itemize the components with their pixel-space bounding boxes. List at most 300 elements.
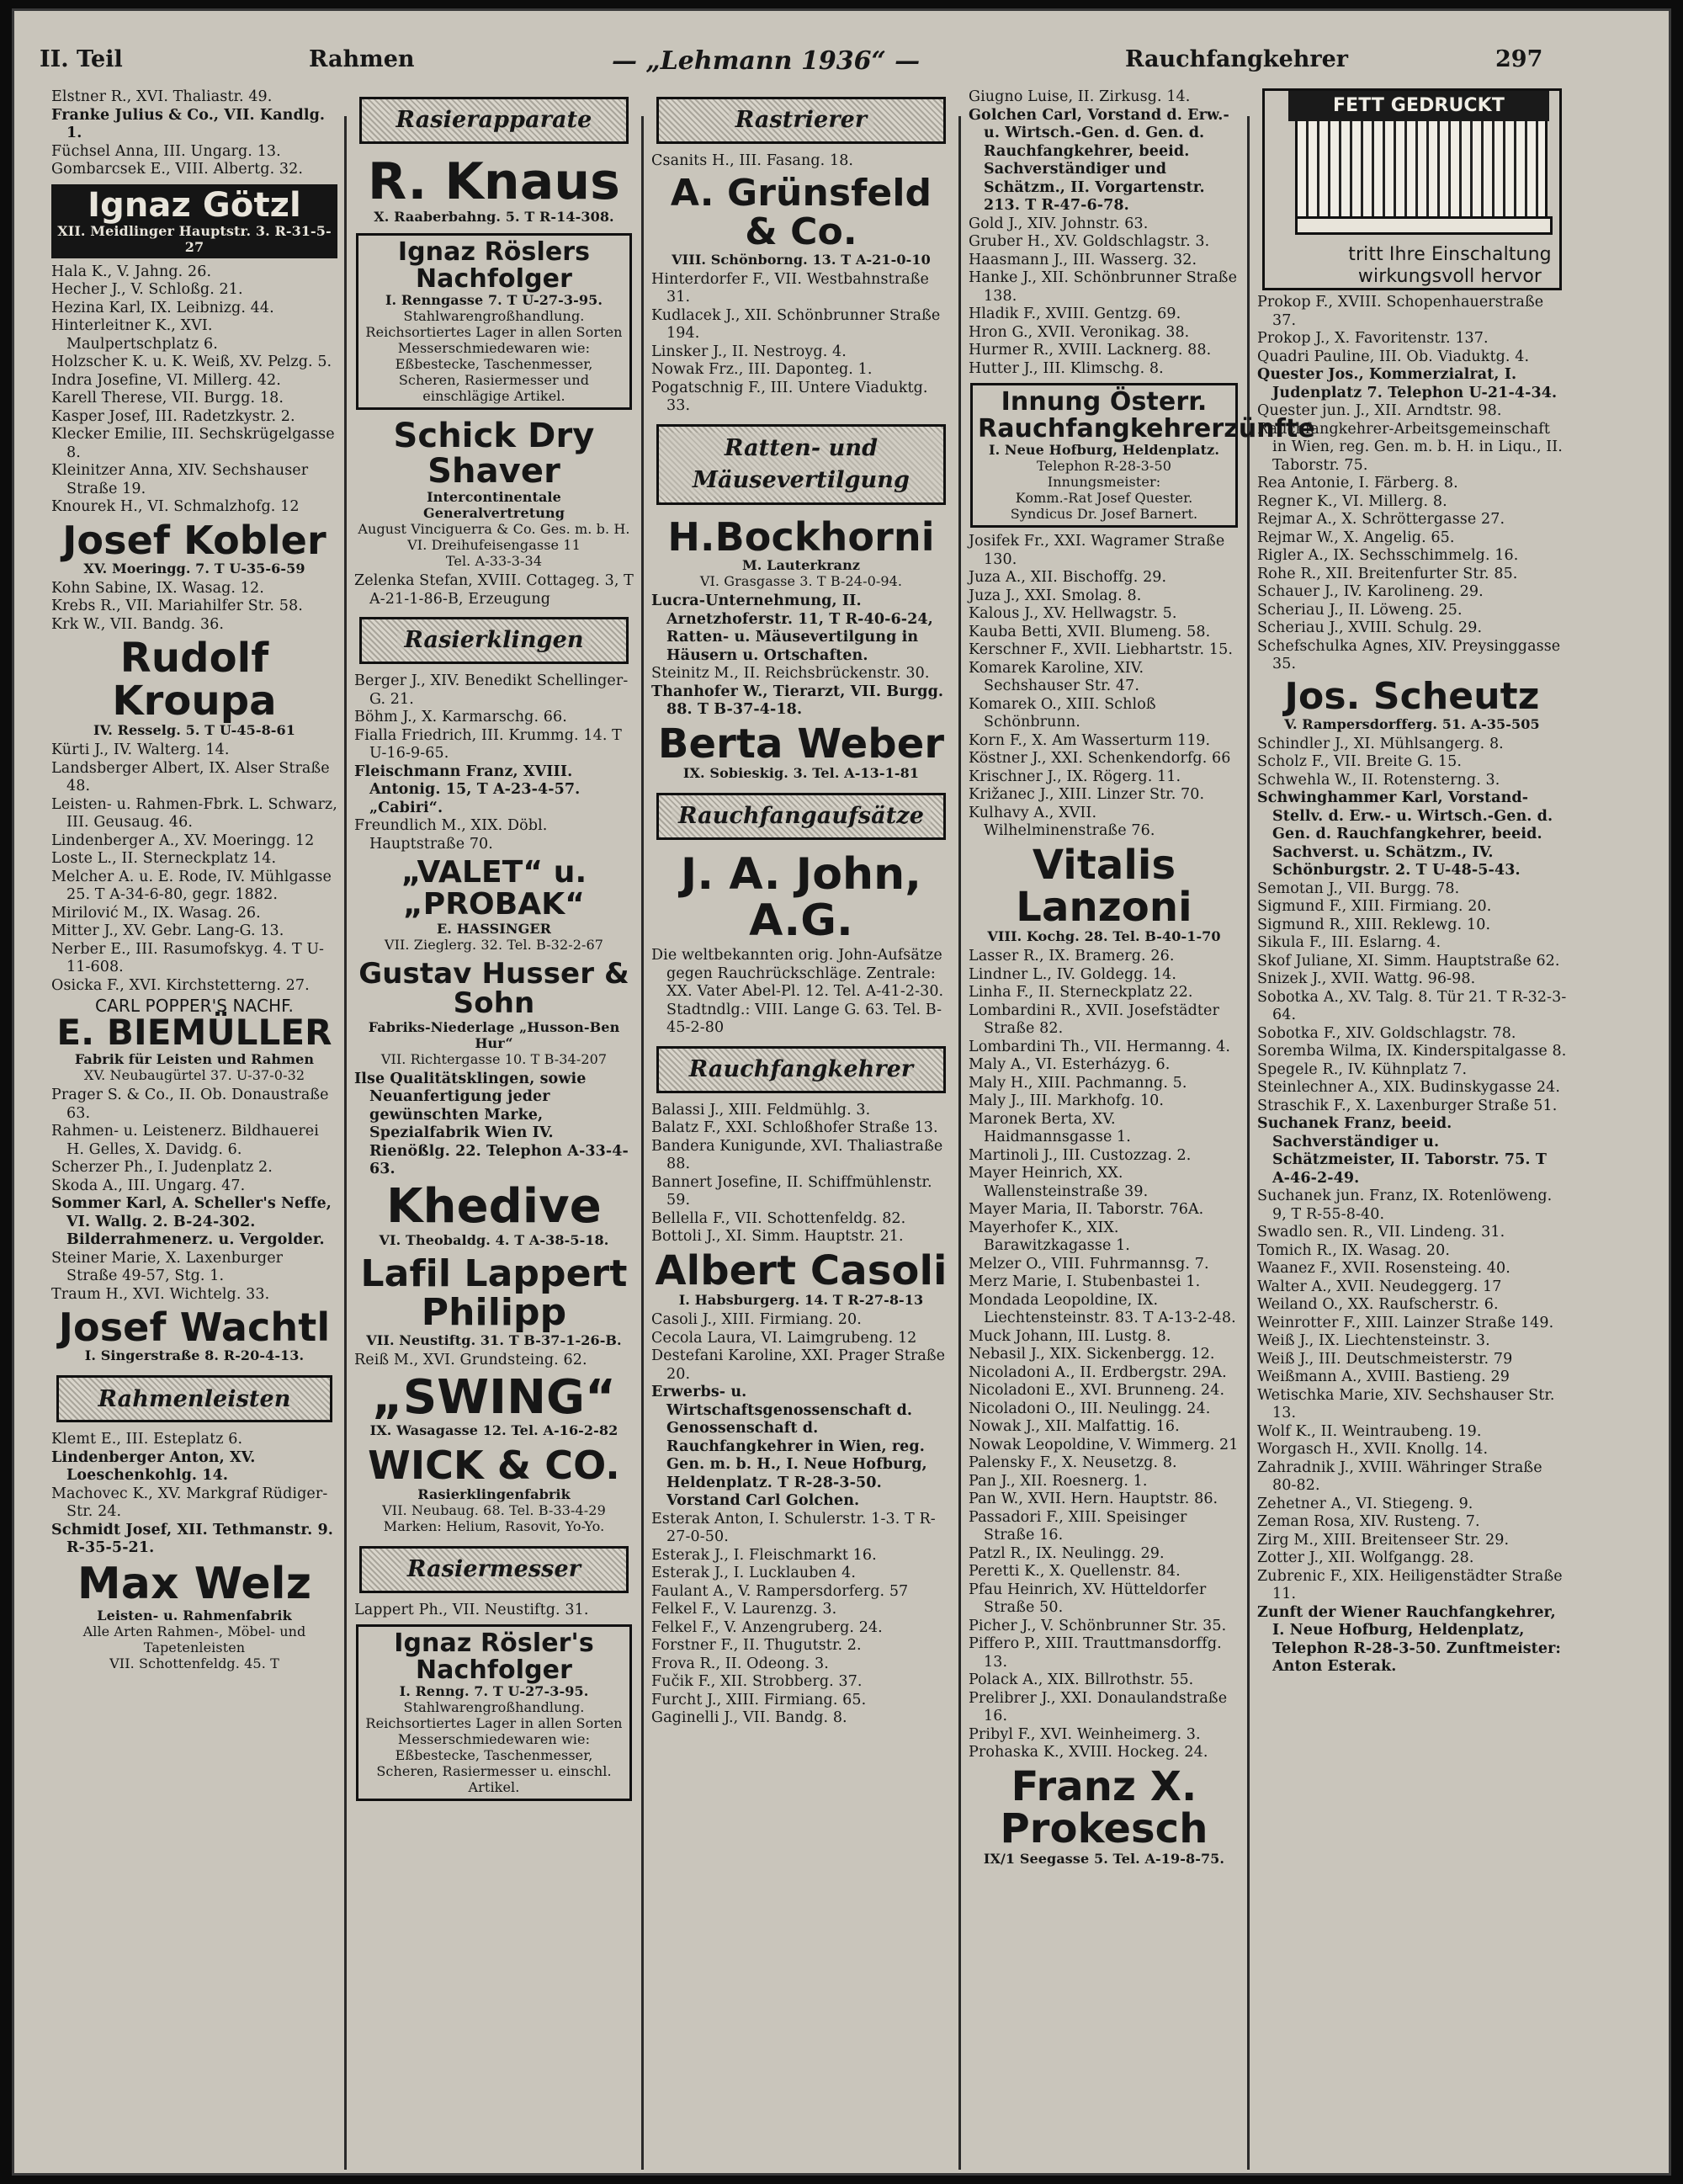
ad-detail-line: Intercontinentale Generalvertretung bbox=[423, 489, 565, 521]
ad-detail-line: I. Renng. 7. T U-27-3-95. bbox=[399, 1683, 589, 1700]
listing-entry: Freundlich M., XIX. Döbl. Hauptstraße 70. bbox=[354, 817, 548, 853]
listing-entry: Kleinitzer Anna, XIV. Sechshauser Straße 19. bbox=[51, 462, 309, 497]
listing-entry: Esterak Anton, I. Schulerstr. 1-3. T R-27-0-50. bbox=[651, 1510, 936, 1546]
ad-company-name: R. Knaus bbox=[368, 152, 620, 211]
listing-entry: Weiß J., IX. Liechtensteinstr. 3. bbox=[1257, 1332, 1490, 1350]
ad-detail-line: VII. Schottenfeldg. 45. T bbox=[109, 1655, 279, 1671]
listing-entry: Krk W., VII. Bandg. 36. bbox=[51, 615, 225, 633]
ad-detail-line: VI. Grasgasse 3. T B-24-0-94. bbox=[699, 573, 903, 590]
listing-entry: Klemt E., III. Esteplatz 6. bbox=[51, 1431, 243, 1448]
listing-entry: Lombardini R., XVII. Josefstädter Straße 82. bbox=[969, 1002, 1219, 1038]
ad-company-name: Gustav Husser & Sohn bbox=[358, 956, 629, 1021]
ad-company-name: A. Grünsfeld & Co. bbox=[670, 171, 932, 253]
listing-entry: Hron G., XVII. Veronikag. 38. bbox=[969, 323, 1190, 341]
column-rule bbox=[641, 116, 644, 2170]
listing-entry: Ilse Qualitätsklingen, sowie Neuanfertigung jeder gewünschten Marke, Spezialfabrik Wien IV. Rienößlg. 22. Telephon A-33-4-63. bbox=[354, 1070, 629, 1178]
listing-entry: Holzscher K. u. K. Weiß, XV. Pelzg. 5. bbox=[51, 353, 332, 370]
advertisement bbox=[51, 184, 337, 258]
listing-entry: Steiner Marie, X. Laxenburger Straße 49-57, Stg. 1. bbox=[51, 1249, 284, 1285]
ad-detail-line: I. Habsburgerg. 14. T R-27-8-13 bbox=[678, 1292, 924, 1309]
ad-company-name: J. A. John, A.G. bbox=[680, 849, 922, 946]
listing-entry: Straschik F., X. Laxenburger Straße 51. bbox=[1257, 1097, 1558, 1114]
listing-entry: Scholz F., VII. Breite G. 15. bbox=[1257, 753, 1463, 771]
listing-entry: Regner K., VI. Millerg. 8. bbox=[1257, 492, 1447, 510]
listing-entry: Pribyl F., XVI. Weinheimerg. 3. bbox=[969, 1725, 1201, 1743]
listing-entry: Prokop F., XVIII. Schopenhauerstraße 37. bbox=[1257, 294, 1544, 329]
listing-entry: Lindenberger A., XV. Moeringg. 12 bbox=[51, 832, 315, 849]
ad-company-name: Max Welz bbox=[77, 1558, 312, 1609]
listing-entry: Nowak Leopoldine, V. Wimmerg. 21 bbox=[969, 1436, 1239, 1453]
listing-entry: Quadri Pauline, III. Ob. Viaduktg. 4. bbox=[1257, 348, 1530, 365]
ad-company-name: Ignaz Götzl bbox=[88, 185, 301, 225]
listing-entry: Linha F., II. Sterneckplatz 22. bbox=[969, 984, 1193, 1002]
section-heading-banner bbox=[656, 97, 946, 144]
listing-entry: Worgasch H., XVII. Knollg. 14. bbox=[1257, 1441, 1489, 1459]
listing-entry: Palensky F., X. Neusetzg. 8. bbox=[969, 1454, 1177, 1472]
advertisement bbox=[651, 171, 951, 271]
listing-entry: Lucra-Unternehmung, II. Arnetzhoferstr. 11, T R-40-6-24, Ratten- u. Mäusevertilgung in Häusern u. Ortschaften. bbox=[651, 592, 933, 664]
listing-entry: Kasper Josef, III. Radetzkystr. 2. bbox=[51, 407, 295, 425]
listing-entry: Steinitz M., II. Reichsbrückenstr. 30. bbox=[651, 665, 930, 683]
listing-entry: Schindler J., XI. Mühlsangerg. 8. bbox=[1257, 735, 1504, 752]
listing-entry: Josifek Fr., XXI. Wagramer Straße 130. bbox=[969, 533, 1225, 568]
advertisement bbox=[51, 634, 337, 741]
listing-entry: Quester jun. J., XII. Arndtstr. 98. bbox=[1257, 402, 1502, 419]
listing-entry: Köstner J., XXI. Schenkendorfg. 66 bbox=[969, 750, 1231, 767]
listing-entry: Wolf K., II. Weintraubeng. 19. bbox=[1257, 1422, 1482, 1440]
ad-detail-line: M. Lauterkranz bbox=[741, 557, 861, 574]
listing-entry: Rohe R., XII. Breitenfurter Str. 85. bbox=[1257, 565, 1518, 582]
listing-entry: Prelibrer J., XXI. Donaulandstraße 16. bbox=[969, 1689, 1228, 1725]
advertisement bbox=[354, 1179, 634, 1251]
ad-detail-line: Syndicus Dr. Josef Barnert. bbox=[1010, 506, 1198, 522]
advertisement bbox=[651, 848, 951, 947]
ad-company-name: Ignaz Rösler's Nachfolger bbox=[394, 1629, 594, 1685]
listing-entry: Piffero P., XIII. Trauttmansdorffg. 13. bbox=[969, 1635, 1222, 1671]
listing-entry: Balassi J., XIII. Feldmühlg. 3. bbox=[651, 1101, 871, 1119]
column-1 bbox=[51, 88, 337, 2167]
ad-detail-line: Alle Arten Rahmen-, Möbel- und Tapetenleisten bbox=[82, 1623, 306, 1655]
listing-entry: Hinterdorfer F., VII. Westbahnstraße 31. bbox=[651, 270, 930, 306]
section-heading-banner bbox=[359, 97, 629, 144]
listing-entry: Merz Marie, I. Stubenbastei 1. bbox=[969, 1273, 1201, 1291]
listing-entry: Fučik F., XII. Strobberg. 37. bbox=[651, 1673, 863, 1691]
listing-entry: Hanke J., XII. Schönbrunner Straße 138. bbox=[969, 269, 1238, 305]
ad-detail-line: VII. Neubaug. 68. Tel. B-33-4-29 bbox=[382, 1501, 606, 1518]
ad-detail-line: Innungsmeister: bbox=[1047, 474, 1161, 490]
listing-entry: Golchen Carl, Vorstand d. Erw.- u. Wirtsch.-Gen. d. Gen. d. Rauchfangkehrer, beeid. Sachverständiger und Schätzm., II. Vorgartenstr. 213. T R-47-6-78. bbox=[969, 106, 1229, 214]
listing-entry: Erwerbs- u. Wirtschaftsgenossenschaft d. Genossenschaft d. Rauchfangkehrer in Wien, reg. Gen. m. b. H., I. Neue Hofburg, Heldenplatz. T R-28-3-50. Vorstand Carl Golchen. bbox=[651, 1384, 927, 1510]
ad-company-name: „SWING“ bbox=[371, 1369, 617, 1425]
section-heading-banner bbox=[359, 1546, 629, 1593]
ad-detail-line: VII. Neustiftg. 31. T B-37-1-26-B. bbox=[366, 1332, 622, 1349]
listing-entry: Steinlechner A., XIX. Budinskygasse 24. bbox=[1257, 1079, 1561, 1097]
listing-entry: Osicka F., XVI. Kirchstetterng. 27. bbox=[51, 976, 310, 994]
advertisement bbox=[970, 383, 1315, 528]
listing-entry: Zunft der Wiener Rauchfangkehrer, I. Neue Hofburg, Heldenplatz, Telephon R-28-3-50. Zunftmeister: Anton Esterak. bbox=[1257, 1603, 1561, 1676]
ad-detail-line: VI. Theobaldg. 4. T A-38-5-18. bbox=[379, 1231, 609, 1248]
section-heading-text: Rasierapparate bbox=[390, 111, 599, 130]
listing-entry: Scheriau J., II. Löweng. 25. bbox=[1257, 601, 1463, 619]
listing-entry: Maronek Berta, XV. Haidmannsgasse 1. bbox=[969, 1110, 1131, 1146]
listing-entry: Waanez F., XVII. Rosensteing. 40. bbox=[1257, 1260, 1510, 1278]
listing-entry: Hezina Karl, IX. Leibnizg. 44. bbox=[51, 299, 274, 316]
ad-detail-line: XV. Moeringg. 7. T U-35-6-59 bbox=[83, 560, 305, 577]
listing-entry: Leisten- u. Rahmen-Fbrk. L. Schwarz, III. Geusaug. 46. bbox=[51, 795, 337, 832]
listing-entry: Fleischmann Franz, XVIII. Antonig. 15, T A-23-4-57. „Cabiri“. bbox=[354, 763, 581, 816]
listing-entry: Sommer Karl, A. Scheller's Neffe, VI. Wallg. 2. B-24-302. Bilderrahmenerz. u. Vergolder. bbox=[51, 1195, 332, 1249]
listing-entry: Spegele R., IV. Kühnplatz 7. bbox=[1257, 1060, 1468, 1078]
listing-entry: Prohaska K., XVIII. Hockeg. 24. bbox=[969, 1744, 1208, 1762]
listing-entry: Haasmann J., III. Wasserg. 32. bbox=[969, 251, 1197, 268]
listing-entry: Scheriau J., XVIII. Schulg. 29. bbox=[1257, 619, 1483, 636]
section-heading-banner bbox=[656, 1046, 946, 1093]
listing-entry: Komarek O., XIII. Schloß Schönbrunn. bbox=[969, 695, 1156, 731]
listing-entry: Prokop J., X. Favoritenstr. 137. bbox=[1257, 330, 1489, 347]
listing-entry: Melcher A. u. E. Rode, IV. Mühlgasse 25. T A-34-6-80, gegr. 1882. bbox=[51, 868, 332, 904]
listing-entry: Kürti J., IV. Walterg. 14. bbox=[51, 741, 230, 759]
page-number: 297 bbox=[1495, 46, 1543, 72]
ad-company-name: H.Bockhorni bbox=[667, 513, 935, 560]
listing-entry: Faulant A., V. Rampersdorferg. 57 bbox=[651, 1582, 909, 1600]
ad-detail-line: VIII. Kochg. 28. Tel. B-40-1-70 bbox=[987, 928, 1221, 945]
bold-print-promo bbox=[1262, 88, 1562, 290]
listing-entry: Karell Therese, VII. Burgg. 18. bbox=[51, 390, 284, 407]
ad-detail-line: Komm.-Rat Josef Quester. bbox=[1015, 490, 1193, 506]
listing-entry: Schefschulka Agnes, XIV. Preysinggasse 35. bbox=[1257, 637, 1561, 672]
ad-company-name: Josef Kobler bbox=[62, 517, 327, 563]
ad-company-name: Berta Weber bbox=[657, 720, 945, 768]
listing-entry: Felkel F., V. Laurenzg. 3. bbox=[651, 1601, 837, 1618]
listing-entry: Kulhavy A., XVII. Wilhelminenstraße 76. bbox=[969, 804, 1155, 839]
listing-entry: Krebs R., VII. Mariahilfer Str. 58. bbox=[51, 598, 303, 615]
advertisement bbox=[356, 233, 632, 410]
ad-company-name: E. BIEMÜLLER bbox=[56, 1012, 332, 1054]
listing-entry: Kohn Sabine, IX. Wasag. 12. bbox=[51, 579, 264, 597]
advertisement bbox=[354, 956, 634, 1071]
listing-entry: Mayer Maria, II. Taborstr. 76A. bbox=[969, 1201, 1204, 1219]
ad-company-name: Jos. Scheutz bbox=[1284, 674, 1540, 718]
listing-entry: Sikula F., III. Eslarng. 4. bbox=[1257, 934, 1441, 952]
column-rule bbox=[958, 116, 961, 2170]
listing-entry: Bottoli J., XI. Simm. Hauptstr. 21. bbox=[651, 1228, 904, 1246]
listing-entry: Martinoli J., III. Custozzag. 2. bbox=[969, 1146, 1192, 1164]
listing-entry: Schwehla W., II. Rotensterng. 3. bbox=[1257, 771, 1500, 789]
listing-entry: Forstner F., II. Thugutstr. 2. bbox=[651, 1637, 862, 1655]
listing-entry: Weißmann A., XVIII. Bastieng. 29 bbox=[1257, 1368, 1510, 1386]
listing-entry: Nowak Frz., III. Daponteg. 1. bbox=[651, 361, 873, 379]
listing-entry: Pogatschnig F., III. Untere Viaduktg. 33. bbox=[651, 379, 928, 415]
listing-entry: Maly J., III. Markhofg. 10. bbox=[969, 1092, 1165, 1110]
ad-detail-line: Fabrik für Leisten und Rahmen bbox=[74, 1051, 315, 1068]
listing-entry: Berger J., XIV. Benedikt Schellinger-G. 21. bbox=[354, 672, 629, 708]
listing-entry: Zeman Rosa, XIV. Rusteng. 7. bbox=[1257, 1513, 1480, 1531]
listing-entry: Linsker J., II. Nestroyg. 4. bbox=[651, 343, 847, 360]
listing-entry: Zirg M., XIII. Breitenseer Str. 29. bbox=[1257, 1531, 1510, 1549]
ad-detail-line: E. HASSINGER bbox=[436, 920, 552, 937]
ad-detail-line: Tel. A-33-3-34 bbox=[445, 553, 543, 569]
listing-entry: Gombarcsek E., VIII. Albertg. 32. bbox=[51, 161, 304, 178]
listing-entry: Esterak J., I. Fleischmarkt 16. bbox=[651, 1546, 877, 1564]
listing-entry: Kauba Betti, XVII. Blumeng. 58. bbox=[969, 623, 1211, 640]
ad-detail-line: Telephon R-28-3-50 bbox=[1036, 458, 1172, 474]
listing-entry: Hurmer R., XVIII. Lacknerg. 88. bbox=[969, 342, 1212, 359]
ad-detail-line: I. Renngasse 7. T U-27-3-95. bbox=[385, 292, 603, 308]
listing-entry: Zelenka Stefan, XVIII. Cottageg. 3, T A-21-1-86-B, Erzeugung bbox=[354, 572, 634, 608]
ad-detail-line: X. Raaberbahng. 5. T R-14-308. bbox=[374, 209, 614, 225]
ad-detail-line: XV. Neubaugürtel 37. U-37-0-32 bbox=[83, 1067, 305, 1084]
listing-entry: Krischner J., IX. Rögerg. 11. bbox=[969, 768, 1181, 785]
promo-label: FETT GEDRUCKT bbox=[1288, 91, 1549, 121]
listing-entry: Tomich R., IX. Wasag. 20. bbox=[1257, 1241, 1451, 1259]
listing-entry: Knourek H., VI. Schmalzhofg. 12 bbox=[51, 498, 300, 515]
listing-entry: Schmidt Josef, XII. Tethmanstr. 9. R-35-5-21. bbox=[51, 1521, 333, 1557]
ad-tagline: CARL POPPER'S NACHF. bbox=[95, 996, 294, 1017]
listing-entry: Rejmar A., X. Schröttergasse 27. bbox=[1257, 511, 1505, 528]
ad-detail-line: Rasierklingenfabrik bbox=[417, 1485, 571, 1502]
advertisement bbox=[651, 720, 951, 784]
section-heading-text: Ratten- und Mäusevertilgung bbox=[659, 433, 943, 497]
ad-company-name: Josef Wachtl bbox=[58, 1305, 331, 1351]
listing-entry: Kalous J., XV. Hellwagstr. 5. bbox=[969, 605, 1177, 622]
listing-entry: Juza A., XII. Bischoffg. 29. bbox=[969, 569, 1167, 586]
listing-entry: Zahradnik J., XVIII. Währinger Straße 80-82. bbox=[1257, 1459, 1542, 1495]
listing-entry: Casoli J., XIII. Firmiang. 20. bbox=[651, 1311, 862, 1329]
listing-entry: Soremba Wilma, IX. Kinderspitalgasse 8. bbox=[1257, 1043, 1567, 1060]
ad-detail-line: V. Rampersdorfferg. 51. A-35-505 bbox=[1284, 715, 1540, 732]
listing-entry: Gaginelli J., VII. Bandg. 8. bbox=[651, 1709, 847, 1727]
ad-company-name: Rudolf Kroupa bbox=[112, 635, 277, 725]
ad-company-name: „VALET“ u. „PROBAK“ bbox=[401, 855, 587, 922]
listing-entry: Zehetner A., VI. Stiegeng. 9. bbox=[1257, 1495, 1473, 1512]
section-heading-text: Rauchfangaufsätze bbox=[672, 807, 931, 826]
listing-entry: Schwinghammer Karl, Vorstand-Stellv. d. Erw.- u. Wirtsch.-Gen. d. Gen. d. Rauchfangkehrer, beeid. Sachverst. u. Schätzm., IV. Schönburgstr. 2. T U-48-5-43. bbox=[1257, 789, 1553, 879]
ad-detail-line: I. Neue Hofburg, Heldenplatz. bbox=[988, 442, 1220, 458]
column-3 bbox=[651, 88, 951, 2167]
listing-entry: Komarek Karoline, XIV. Sechshauser Str. 47. bbox=[969, 659, 1144, 694]
listing-entry: Semotan J., VII. Burgg. 78. bbox=[1257, 879, 1460, 897]
listing-entry: Patzl R., IX. Neulingg. 29. bbox=[969, 1544, 1165, 1562]
listing-entry: Wetischka Marie, XIV. Sechshauser Str. 13. bbox=[1257, 1386, 1555, 1422]
ad-detail-line: VIII. Schönborng. 13. T A-21-0-10 bbox=[672, 251, 931, 268]
listing-entry: Felkel F., V. Anzengruberg. 24. bbox=[651, 1618, 883, 1636]
listing-entry: Hladik F., XVIII. Gentzg. 69. bbox=[969, 306, 1181, 322]
listing-entry: Rejmar W., X. Angelig. 65. bbox=[1257, 529, 1455, 546]
advertisement bbox=[354, 415, 634, 572]
column-4 bbox=[969, 88, 1315, 2167]
listing-entry: Gruber H., XV. Goldschlagstr. 3. bbox=[969, 233, 1210, 250]
listing-entry: Maly A., VI. Esterházyg. 6. bbox=[969, 1056, 1171, 1074]
ad-detail-line: Leisten- u. Rahmenfabrik bbox=[97, 1607, 292, 1623]
listing-entry: Destefani Karoline, XXI. Prager Straße 20. bbox=[651, 1347, 946, 1383]
header-title: — „Lehmann 1936“ — bbox=[612, 46, 921, 76]
promo-text: tritt Ihre Einschaltung wirkungsvoll hervor bbox=[1348, 244, 1552, 287]
listing-entry: Die weltbekannten orig. John-Aufsätze gegen Rauchrückschläge. Zentrale: XX. Vater Abel-Pl. 12. Tel. A-41-2-30. Stadtndlg.: VIII. Lange G. 63. Tel. B-45-2-80 bbox=[651, 947, 944, 1037]
listing-entry: Lombardini Th., VII. Hermanng. 4. bbox=[969, 1038, 1231, 1055]
header-right-keyword: Rauchfangkehrer bbox=[1125, 46, 1349, 72]
listing-entry: Gold J., XIV. Johnstr. 63. bbox=[969, 215, 1149, 232]
advertisement bbox=[51, 995, 337, 1087]
ad-detail-line: Reichsortiertes Lager in allen Sorten Messerschmiedewaren wie: Eßbestecke, Taschenmesser, Scheren, Rasiermesser und einschlägige Artikel. bbox=[365, 324, 623, 404]
ad-detail-line: Reichsortiertes Lager in allen Sorten Messerschmiedewaren wie: Eßbestecke, Taschenmesser, Scheren, Rasiermesser u. einschl. Artikel. bbox=[365, 1715, 623, 1796]
listing-entry: Csanits H., III. Fasang. 18. bbox=[651, 152, 854, 169]
listing-entry: Mondada Leopoldine, IX. Liechtensteinstr. 83. T A-13-2-48. bbox=[969, 1291, 1236, 1327]
listing-entry: Maly H., XIII. Pachmanng. 5. bbox=[969, 1074, 1187, 1092]
ad-detail-line: IX. Wasagasse 12. Tel. A-16-2-82 bbox=[369, 1422, 619, 1439]
listing-entry: Hinterleitner K., XVI. Maulpertschplatz 6. bbox=[51, 317, 218, 353]
listing-entry: Juza J., XXI. Smolag. 8. bbox=[969, 587, 1142, 604]
advertisement bbox=[354, 152, 634, 228]
listing-entry: Muck Johann, III. Lustg. 8. bbox=[969, 1327, 1171, 1345]
section-heading-text: Rauchfangkehrer bbox=[682, 1060, 921, 1079]
listing-entry: Picher J., V. Schönbrunner Str. 35. bbox=[969, 1617, 1227, 1634]
ad-company-name: Ignaz Röslers Nachfolger bbox=[397, 237, 591, 294]
ad-detail-line: VII. Richtergasse 10. T B-34-207 bbox=[380, 1050, 608, 1067]
listing-entry: Franke Julius & Co., VII. Kandlg. 1. bbox=[51, 106, 326, 141]
column-2 bbox=[354, 88, 634, 2167]
listing-entry: Pfau Heinrich, XV. Hütteldorfer Straße 50. bbox=[969, 1581, 1207, 1617]
listing-entry: Križanec J., XIII. Linzer Str. 70. bbox=[969, 786, 1205, 803]
directory-page bbox=[12, 8, 1671, 2176]
listing-entry: Lappert Ph., VII. Neustiftg. 31. bbox=[354, 1601, 589, 1618]
listing-entry: Zubrenic F., XIX. Heiligenstädter Straße 11. bbox=[1257, 1567, 1563, 1603]
listing-entry: Traum H., XVI. Wichtelg. 33. bbox=[51, 1285, 270, 1303]
listing-entry: Sigmund R., XIII. Reklewg. 10. bbox=[1257, 916, 1491, 933]
listing-entry: Quester Jos., Kommerzialrat, I. Judenplatz 7. Telephon U-21-4-34. bbox=[1257, 366, 1558, 401]
advertisement bbox=[651, 1246, 951, 1311]
ad-company-name: Albert Casoli bbox=[655, 1246, 948, 1294]
ad-company-name: Franz X. Prokesch bbox=[1000, 1762, 1208, 1853]
listing-entry: Hutter J., III. Klimschg. 8. bbox=[969, 359, 1164, 377]
listing-entry: Pan J., XII. Roesnerg. 1. bbox=[969, 1472, 1148, 1490]
section-heading-text: Rastrierer bbox=[729, 111, 874, 130]
ad-detail-line: VI. Dreihufeisengasse 11 bbox=[407, 537, 581, 553]
listing-entry: Nicoladoni A., II. Erdbergstr. 29A. bbox=[969, 1363, 1227, 1381]
listing-entry: Sigmund F., XIII. Firmiang. 20. bbox=[1257, 898, 1492, 916]
advertisement bbox=[969, 841, 1240, 949]
listing-entry: Fialla Friedrich, III. Krummg. 14. T U-16-9-65. bbox=[354, 726, 622, 762]
listing-entry: Mayerhofer K., XIX. Barawitzkagasse 1. bbox=[969, 1219, 1130, 1255]
listing-entry: Mayer Heinrich, XX. Wallensteinstraße 39. bbox=[969, 1165, 1149, 1200]
section-heading-text: Rasiermesser bbox=[401, 1560, 587, 1579]
ad-detail-line: IV. Resselg. 5. T U-45-8-61 bbox=[93, 722, 296, 739]
listing-entry: Schauer J., IV. Karolineng. 29. bbox=[1257, 583, 1484, 600]
section-heading-banner bbox=[656, 424, 946, 505]
listing-entry: Bandera Kunigunde, XVI. Thaliastraße 88. bbox=[651, 1137, 943, 1173]
advertisement bbox=[354, 1370, 634, 1443]
advertisement bbox=[354, 1251, 634, 1352]
listing-entry: Böhm J., X. Karmarschg. 66. bbox=[354, 709, 567, 725]
advertisement bbox=[354, 853, 634, 956]
listing-entry: Suchanek jun. Franz, IX. Rotenlöweng. 9, T R-55-8-40. bbox=[1257, 1188, 1553, 1223]
section-heading-banner bbox=[56, 1375, 332, 1422]
ad-detail-line: Stahlwarengroßhandlung. bbox=[403, 1699, 585, 1716]
listing-entry: Kerschner F., XVII. Liebhartstr. 15. bbox=[969, 641, 1233, 658]
listing-entry: Mirilović M., IX. Wasag. 26. bbox=[51, 904, 261, 922]
listing-entry: Korn F., X. Am Wasserturm 119. bbox=[969, 731, 1211, 749]
listing-entry: Klecker Emilie, III. Sechskrügelgasse 8. bbox=[51, 426, 335, 461]
advertisement bbox=[51, 1558, 337, 1675]
listing-entry: Skof Juliane, XI. Simm. Hauptstraße 62. bbox=[1257, 952, 1560, 970]
section-heading-banner bbox=[359, 617, 629, 664]
listing-entry: Weinrotter F., XIII. Lainzer Straße 149. bbox=[1257, 1314, 1554, 1331]
listing-entry: Snizek J., XVII. Wattg. 96-98. bbox=[1257, 970, 1476, 988]
listing-entry: Scherzer Ph., I. Judenplatz 2. bbox=[51, 1159, 273, 1177]
listing-entry: Polack A., XIX. Billrothstr. 55. bbox=[969, 1671, 1194, 1689]
listing-entry: Machovec K., XV. Markgraf Rüdiger-Str. 24. bbox=[51, 1485, 328, 1521]
advertisement bbox=[651, 513, 951, 592]
listing-entry: Hala K., V. Jahng. 26. bbox=[51, 263, 212, 280]
listing-entry: Loste L., II. Sterneckplatz 14. bbox=[51, 850, 277, 868]
advertisement bbox=[354, 1442, 634, 1537]
listing-entry: Weiland O., XX. Raufscherstr. 6. bbox=[1257, 1296, 1499, 1314]
page-header bbox=[40, 36, 1638, 78]
listing-entry: Bellella F., VII. Schottenfeldg. 82. bbox=[651, 1209, 906, 1227]
column-rule bbox=[344, 116, 347, 2170]
ad-company-name: Schick Dry Shaver bbox=[393, 417, 595, 491]
listing-entry: Elstner R., XVI. Thaliastr. 49. bbox=[51, 88, 273, 105]
listing-entry: Peretti K., X. Quellenstr. 84. bbox=[969, 1563, 1181, 1581]
listing-entry: Landsberger Albert, IX. Alser Straße 48. bbox=[51, 759, 330, 795]
ad-company-name: Innung Österr. Rauchfangkehrerzünfte bbox=[978, 387, 1315, 444]
ad-detail-line: IX. Sobieskig. 3. Tel. A-13-1-81 bbox=[682, 765, 920, 782]
listing-entry: Rigler A., IX. Sechsschimmelg. 16. bbox=[1257, 547, 1519, 564]
listing-entry: Lindner L., IV. Goldegg. 14. bbox=[969, 965, 1177, 983]
section-heading-text: Rahmenleisten bbox=[91, 1390, 297, 1409]
listing-entry: Sobotka F., XIV. Goldschlagstr. 78. bbox=[1257, 1024, 1516, 1042]
advertisement bbox=[51, 517, 337, 580]
advertisement bbox=[1257, 674, 1567, 736]
listing-entry: Rahmen- u. Leistenerz. Bildhauerei H. Gelles, X. Davidg. 6. bbox=[51, 1123, 319, 1158]
listing-entry: Rea Antonie, I. Färberg. 8. bbox=[1257, 475, 1458, 492]
ad-company-name: Vitalis Lanzoni bbox=[1016, 841, 1192, 931]
advertisement bbox=[51, 1304, 337, 1367]
listing-entry: Mitter J., XV. Gebr. Lang-G. 13. bbox=[51, 922, 284, 940]
listing-entry: Nicoladoni E., XVI. Brunneng. 24. bbox=[969, 1382, 1225, 1400]
listing-entry: Bannert Josefine, II. Schiffmühlenstr. 59. bbox=[651, 1173, 932, 1209]
listing-entry: Swadlo sen. R., VII. Lindeng. 31. bbox=[1257, 1224, 1505, 1241]
listing-entry: Hecher J., V. Schloßg. 21. bbox=[51, 281, 243, 298]
listing-entry: Cecola Laura, VI. Laimgrubeng. 12 bbox=[651, 1329, 917, 1347]
ad-detail-line: VII. Zieglerg. 32. Tel. B-32-2-67 bbox=[384, 936, 604, 953]
listing-entry: Melzer O., VIII. Fuhrmannsg. 7. bbox=[969, 1255, 1209, 1273]
listing-entry: Esterak J., I. Lucklauben 4. bbox=[651, 1565, 856, 1582]
listing-entry: Giugno Luise, II. Zirkusg. 14. bbox=[969, 88, 1191, 105]
section-heading-text: Rasierklingen bbox=[397, 631, 590, 650]
listing-entry: Suchanek Franz, beeid. Sachverständiger u. Schätzmeister, II. Taborstr. 75. T A-46-2-49. bbox=[1257, 1115, 1547, 1187]
ad-detail-line: Marken: Helium, Rasovit, Yo-Yo. bbox=[383, 1517, 605, 1534]
listing-entry: Furcht J., XIII. Firmiang. 65. bbox=[651, 1691, 867, 1708]
ad-detail-line: August Vinciguerra & Co. Ges. m. b. H. bbox=[358, 521, 630, 537]
listing-entry: Reiß M., XVI. Grundsteing. 62. bbox=[354, 1352, 587, 1369]
listing-entry: Füchsel Anna, III. Ungarg. 13. bbox=[51, 142, 281, 160]
listing-entry: Nerber E., III. Rasumofskyg. 4. T U-11-608. bbox=[51, 940, 324, 976]
section-heading-banner bbox=[656, 793, 946, 840]
listing-entry: Indra Josefine, VI. Millerg. 42. bbox=[51, 371, 281, 389]
listing-entry: Pan W., XVII. Hern. Hauptstr. 86. bbox=[969, 1491, 1218, 1508]
ad-company-name: WICK & CO. bbox=[368, 1443, 620, 1489]
advertisement bbox=[356, 1624, 632, 1801]
ad-detail-line: IX/1 Seegasse 5. Tel. A-19-8-75. bbox=[983, 1850, 1225, 1867]
listing-entry: Sobotka A., XV. Talg. 8. Tür 21. T R-32-3-64. bbox=[1257, 988, 1567, 1024]
listing-entry: Frova R., II. Odeong. 3. bbox=[651, 1655, 829, 1672]
ad-detail-line: Stahlwarengroßhandlung. bbox=[403, 308, 585, 324]
listing-entry: Balatz F., XXI. Schloßhofer Straße 13. bbox=[651, 1119, 938, 1137]
header-part: II. Teil bbox=[40, 46, 123, 72]
listing-entry: Kudlacek J., XII. Schönbrunner Straße 194. bbox=[651, 306, 941, 343]
listing-entry: Passadori F., XIII. Speisinger Straße 16. bbox=[969, 1508, 1187, 1544]
ad-company-name: Khedive bbox=[386, 1178, 602, 1234]
